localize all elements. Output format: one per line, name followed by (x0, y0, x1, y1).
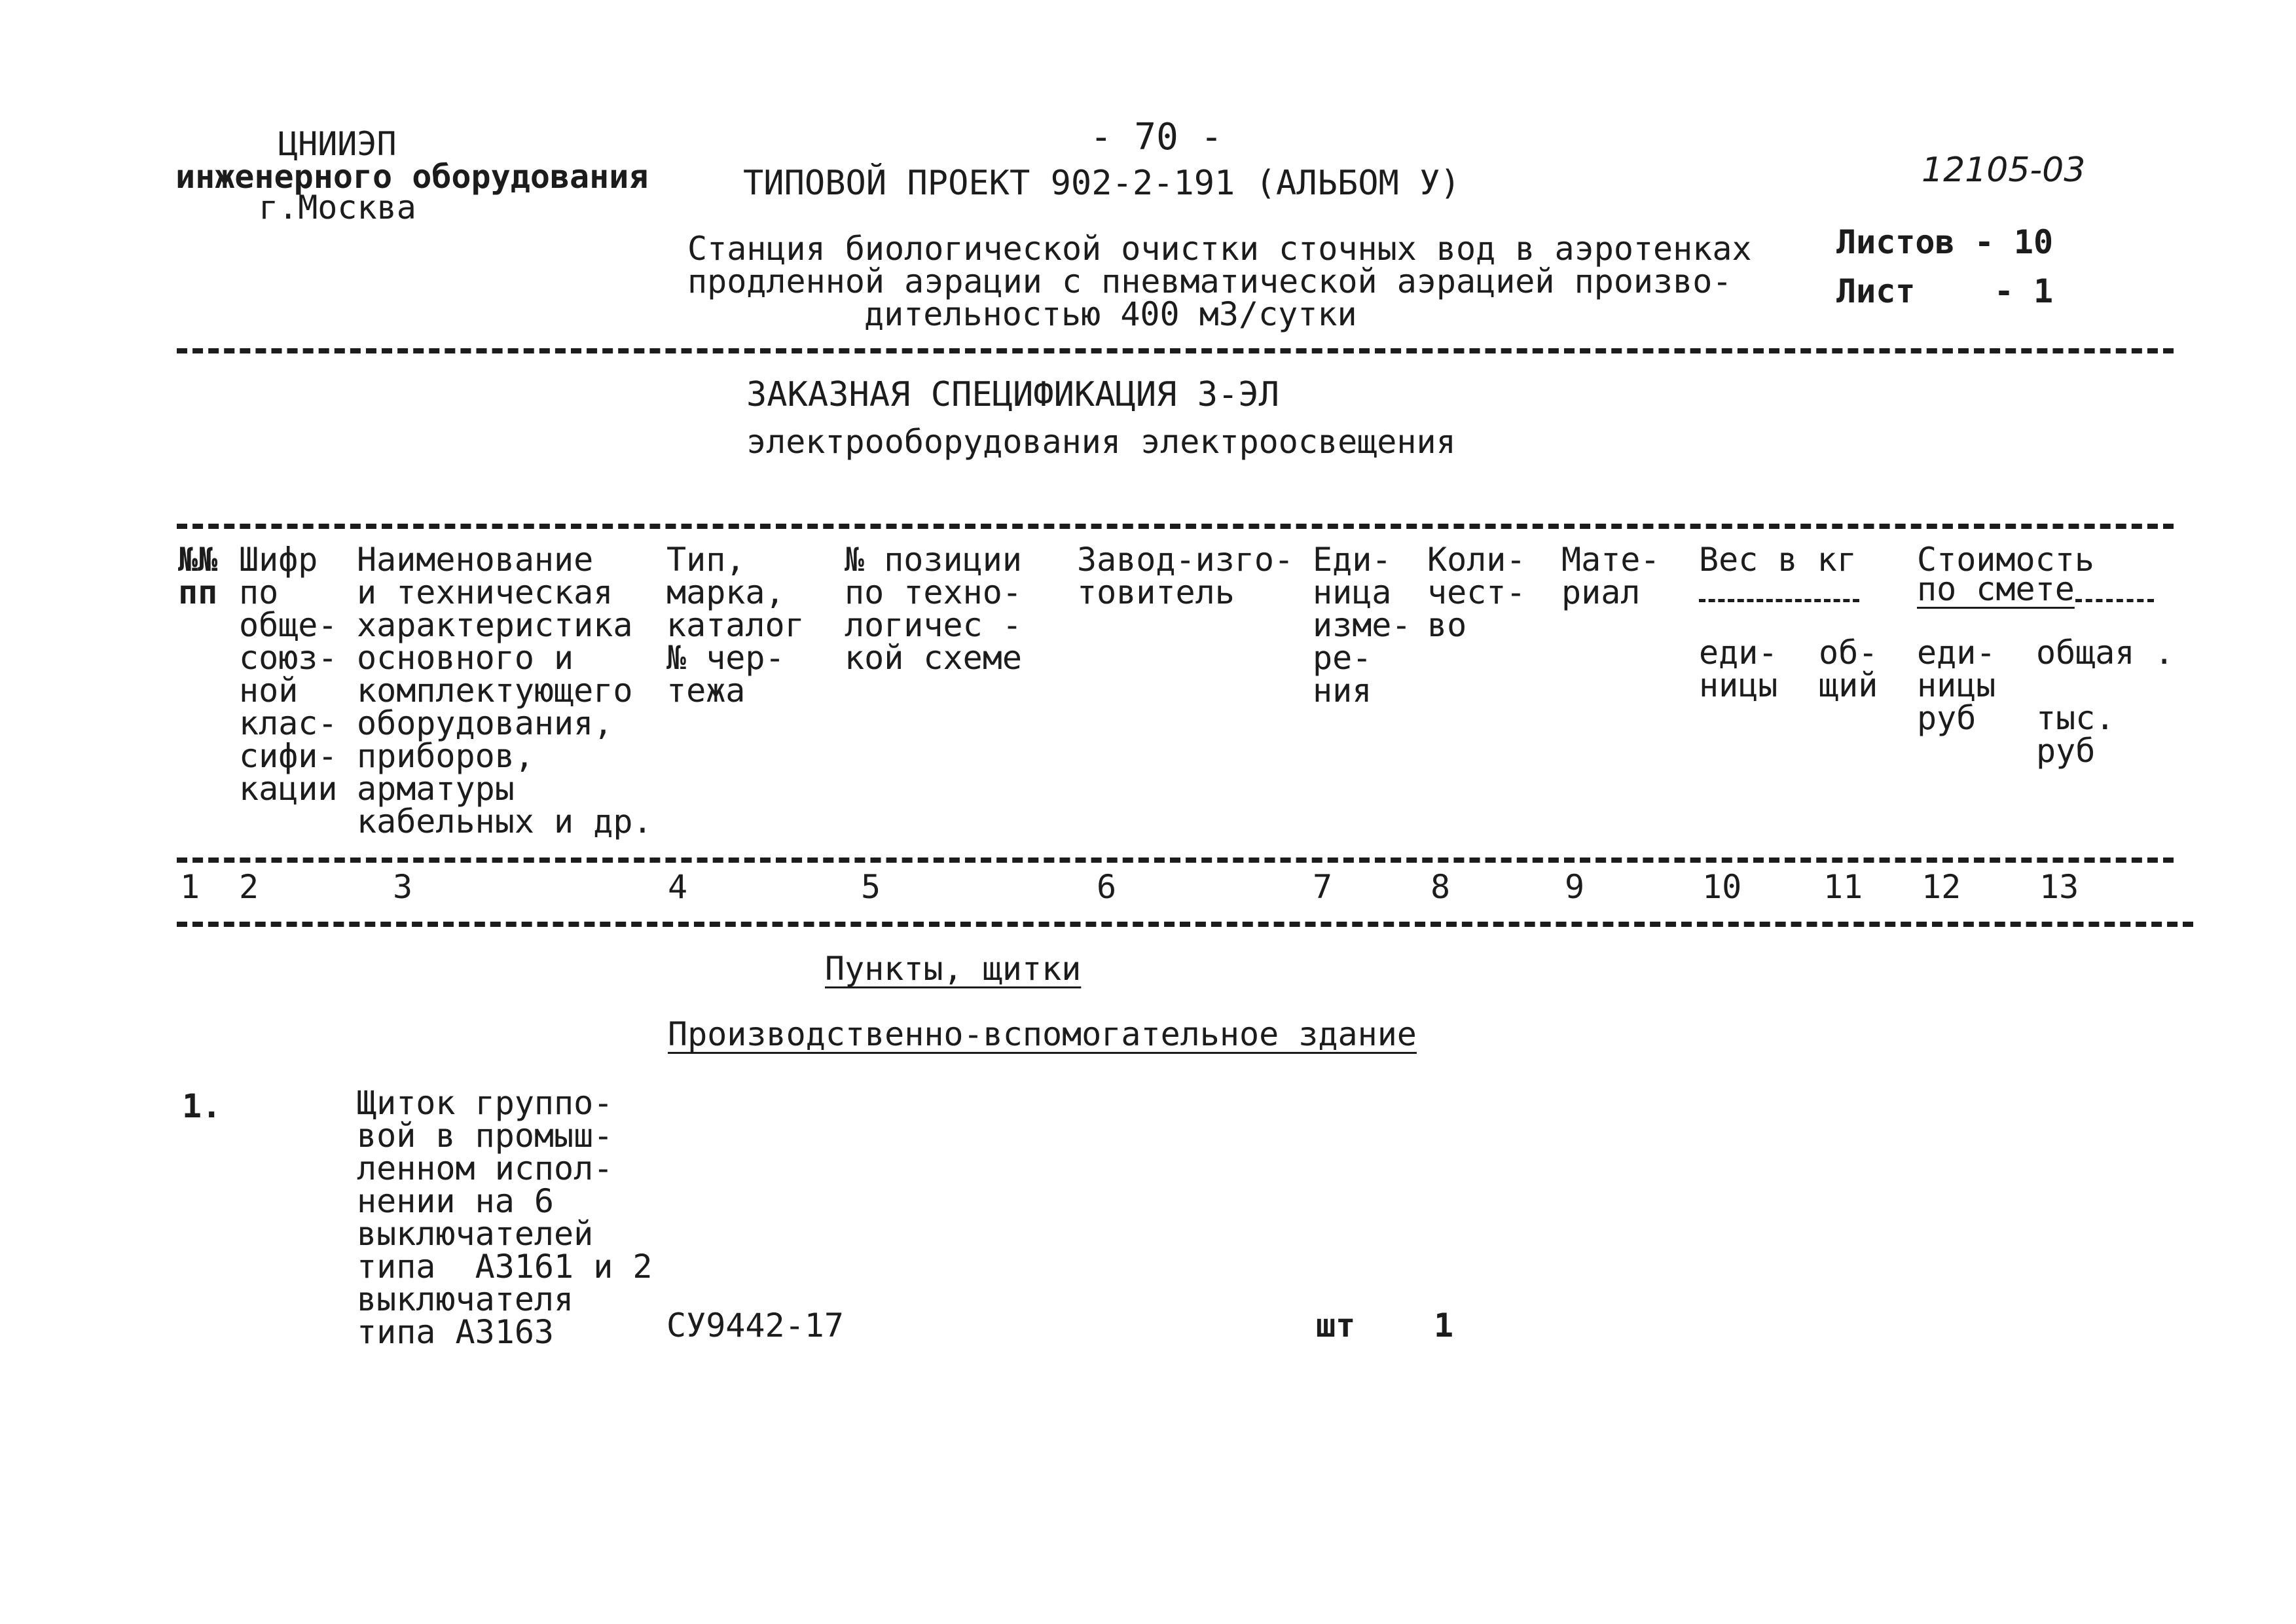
col-header-weight-total: об- щий (1819, 634, 1878, 704)
section-heading-panels: Пункты, щитки (825, 950, 1082, 988)
col-number-9: 9 (1565, 868, 1585, 906)
col-header-name: Наименование и техническая характеристика основного и комплектующего оборудования, приборов, арматуры кабельных и др. (357, 541, 653, 840)
column-numbers-bottom-border (177, 922, 2193, 927)
weight-group-divider (1699, 599, 1859, 602)
spec-subtitle: электрооборудования электроосвещения (746, 423, 1456, 461)
page-number: - 70 - (1090, 116, 1223, 158)
section-heading-building: Производственно-вспомогательное здание (668, 1015, 1417, 1053)
row-1-unit: шт (1316, 1307, 1356, 1344)
col-header-cost-subgroup: по смете (1917, 570, 2075, 608)
row-1-number: 1. (182, 1087, 222, 1125)
col-number-5: 5 (861, 868, 881, 906)
col-header-num: №№ пп (178, 541, 218, 611)
sheets-total: Листов - 10 (1836, 223, 2054, 261)
project-title: ТИПОВОЙ ПРОЕКТ 902-2-191 (АЛЬБОМ У) (743, 164, 1461, 203)
org-city: г.Москва (259, 189, 416, 226)
col-header-cost-total: общая . тыс. руб (2036, 634, 2174, 770)
row-1-type: СУ9442-17 (666, 1307, 844, 1344)
col-header-weight-unit: еди- ницы (1699, 634, 1778, 704)
header-bottom-border (177, 857, 2174, 863)
col-number-13: 13 (2039, 868, 2079, 906)
org-name-line2: инженерного оборудования (175, 158, 649, 196)
cost-group-divider (2075, 599, 2154, 602)
row-1-quantity: 1 (1434, 1307, 1454, 1344)
col-header-material: Мате- риал (1561, 541, 1660, 611)
col-header-code: Шифр по обще- союз- ной клас- сифи- кации (239, 541, 338, 808)
col-number-1: 1 (180, 868, 200, 906)
col-header-unit: Еди- ница изме- ре- ния (1313, 541, 1412, 710)
document-code: 12105-03 (1922, 151, 2086, 190)
col-number-2: 2 (239, 868, 259, 906)
org-name-line1: ЦНИИЭП (278, 125, 397, 163)
description-line2: продленной аэрации с пневматической аэрацией произво- (687, 262, 1732, 300)
col-number-10: 10 (1702, 868, 1742, 906)
col-number-4: 4 (668, 868, 688, 906)
col-header-cost-unit: еди- ницы руб (1917, 634, 1996, 737)
col-header-position: № позиции по техно- логичес - кой схеме (845, 541, 1022, 677)
table-top-border (177, 524, 2174, 529)
description-line1: Станция биологической очистки сточных вод в аэротенках (687, 230, 1752, 268)
col-header-cost-group: Стоимость (1917, 541, 2094, 579)
col-header-manufacturer: Завод-изго- товитель (1077, 541, 1294, 611)
col-number-11: 11 (1823, 868, 1863, 906)
description-line3: дительностью 400 м3/сутки (864, 295, 1357, 333)
spec-title: ЗАКАЗНАЯ СПЕЦИФИКАЦИЯ 3-ЭЛ (746, 375, 1279, 414)
header-separator (177, 348, 2174, 353)
col-number-8: 8 (1430, 868, 1451, 906)
col-header-quantity: Коли- чест- во (1427, 541, 1526, 644)
col-header-weight-group: Вес в кг (1699, 541, 1857, 579)
col-header-type: Тип, марка, каталог № чер- тежа (666, 541, 805, 710)
col-number-12: 12 (1922, 868, 1961, 906)
row-1-name: Щиток группо- вой в промыш- ленном испол- нении на 6 выключателей типа А3161 и 2 выключателя типа А3163 (357, 1084, 653, 1351)
sheet-current: Лист - 1 (1836, 272, 2054, 310)
col-number-7: 7 (1313, 868, 1333, 906)
col-number-3: 3 (393, 868, 413, 906)
col-number-6: 6 (1097, 868, 1117, 906)
